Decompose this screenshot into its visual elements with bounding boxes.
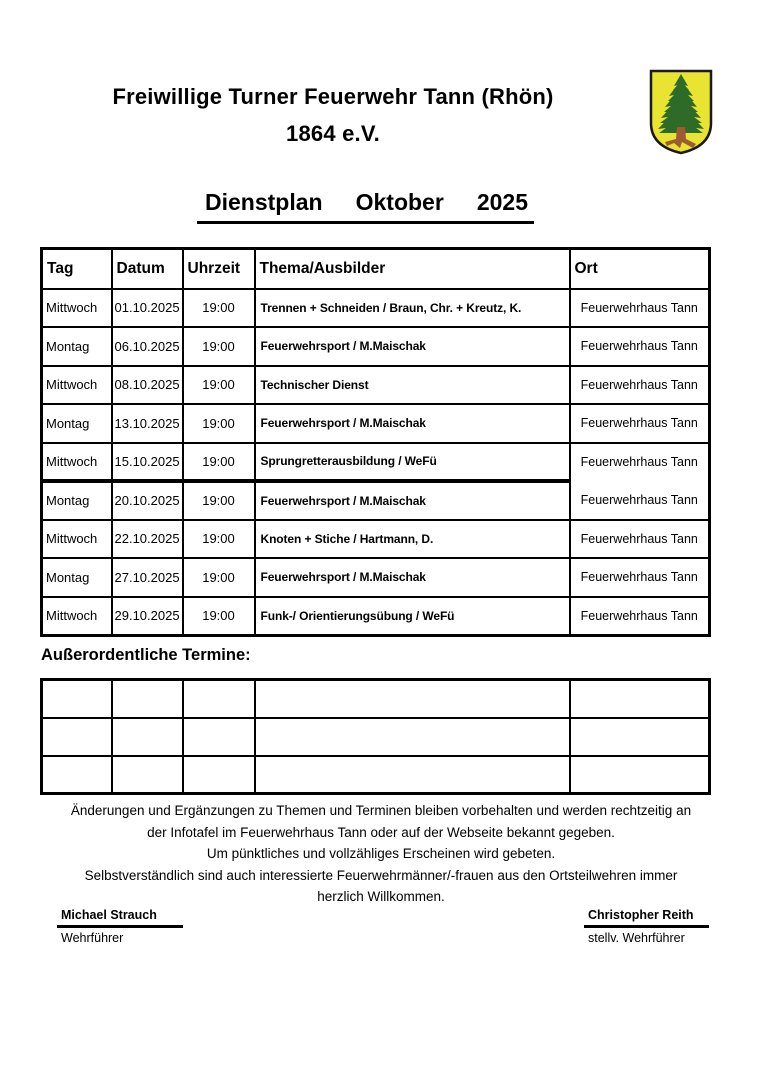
- extra-row: [42, 718, 710, 756]
- schedule-cell-thema: Technischer Dienst: [255, 366, 570, 405]
- extra-cell-datum: [112, 756, 183, 794]
- schedule-cell-tag: Mittwoch: [42, 366, 112, 405]
- schedule-cell-thema: Feuerwehrsport / M.Maischak: [255, 481, 570, 520]
- signature-name-right: Christopher Reith: [584, 908, 709, 928]
- signature-block-left: [57, 908, 183, 945]
- extra-cell-ort: [570, 718, 710, 756]
- header-title-block: [0, 78, 666, 152]
- schedule-cell-tag: Montag: [42, 404, 112, 443]
- schedule-cell-ort: Feuerwehrhaus Tann: [570, 558, 710, 597]
- note-line: Änderungen und Ergänzungen zu Themen und Terminen bleiben vorbehalten und werden rechtzeitig an: [70, 803, 692, 818]
- schedule-cell-uhrzeit: 19:00: [183, 404, 255, 443]
- schedule-cell-tag: Mittwoch: [42, 443, 112, 482]
- signature-block-right: [584, 908, 709, 945]
- org-title-line2: 1864 e.V.: [286, 121, 380, 146]
- footer-notes: [20, 800, 742, 908]
- schedule-cell-datum: 13.10.2025: [112, 404, 183, 443]
- schedule-cell-thema: Feuerwehrsport / M.Maischak: [255, 327, 570, 366]
- document-subtitle: [197, 189, 534, 224]
- schedule-cell-datum: 29.10.2025: [112, 597, 183, 636]
- extra-cell-thema: [255, 680, 570, 718]
- schedule-cell-datum: 06.10.2025: [112, 327, 183, 366]
- schedule-cell-ort: Feuerwehrhaus Tann: [570, 404, 710, 443]
- schedule-cell-tag: Montag: [42, 327, 112, 366]
- extra-row: [42, 680, 710, 718]
- schedule-cell-thema: Funk-/ Orientierungsübung / WeFü: [255, 597, 570, 636]
- schedule-row: [42, 289, 710, 328]
- extra-cell-tag: [42, 718, 112, 756]
- extra-cell-datum: [112, 718, 183, 756]
- schedule-cell-tag: Mittwoch: [42, 289, 112, 328]
- schedule-cell-tag: Mittwoch: [42, 520, 112, 559]
- schedule-cell-thema: Trennen + Schneiden / Braun, Chr. + Kreutz, K.: [255, 289, 570, 328]
- extra-cell-ort: [570, 756, 710, 794]
- extra-cell-uhrzeit: [183, 718, 255, 756]
- note-line: Um pünktliches und vollzähliges Erscheinen wird gebeten.: [206, 846, 556, 861]
- schedule-row: [42, 597, 710, 636]
- schedule-cell-tag: Montag: [42, 481, 112, 520]
- schedule-cell-datum: 22.10.2025: [112, 520, 183, 559]
- schedule-cell-datum: 08.10.2025: [112, 366, 183, 405]
- subtitle-word-month: Oktober: [355, 189, 444, 215]
- schedule-cell-uhrzeit: 19:00: [183, 481, 255, 520]
- schedule-cell-uhrzeit: 19:00: [183, 558, 255, 597]
- schedule-cell-uhrzeit: 19:00: [183, 443, 255, 482]
- fir-tree-crest-icon: [649, 69, 713, 155]
- column-header-ort: Ort: [570, 249, 710, 289]
- schedule-row: [42, 481, 710, 520]
- schedule-cell-thema: Feuerwehrsport / M.Maischak: [255, 558, 570, 597]
- column-header-uhrzeit: Uhrzeit: [183, 249, 255, 289]
- subtitle-word-dienstplan: Dienstplan: [205, 189, 323, 215]
- schedule-cell-uhrzeit: 19:00: [183, 597, 255, 636]
- extra-cell-tag: [42, 756, 112, 794]
- note-line: herzlich Willkommen.: [317, 889, 445, 904]
- schedule-cell-datum: 01.10.2025: [112, 289, 183, 328]
- extra-cell-datum: [112, 680, 183, 718]
- extra-cell-ort: [570, 680, 710, 718]
- schedule-cell-datum: 15.10.2025: [112, 443, 183, 482]
- org-title-line1: Freiwillige Turner Feuerwehr Tann (Rhön): [112, 84, 554, 109]
- schedule-cell-uhrzeit: 19:00: [183, 327, 255, 366]
- extra-cell-tag: [42, 680, 112, 718]
- schedule-cell-thema: Feuerwehrsport / M.Maischak: [255, 404, 570, 443]
- schedule-table: [40, 247, 711, 637]
- schedule-cell-tag: Mittwoch: [42, 597, 112, 636]
- column-header-thema: Thema/Ausbilder: [255, 249, 570, 289]
- column-header-tag: Tag: [42, 249, 112, 289]
- signature-role-right: stellv. Wehrführer: [588, 931, 685, 945]
- schedule-cell-uhrzeit: 19:00: [183, 520, 255, 559]
- extra-table-body: [42, 680, 710, 794]
- schedule-row: [42, 558, 710, 597]
- schedule-cell-ort: Feuerwehrhaus Tann: [570, 597, 710, 636]
- schedule-cell-ort: Feuerwehrhaus Tann: [570, 443, 710, 482]
- signature-role-left: Wehrführer: [61, 931, 124, 945]
- extra-section-heading: Außerordentliche Termine:: [41, 646, 251, 664]
- extra-appointments-table: [40, 678, 711, 795]
- extra-cell-thema: [255, 718, 570, 756]
- schedule-cell-uhrzeit: 19:00: [183, 366, 255, 405]
- schedule-cell-ort: Feuerwehrhaus Tann: [570, 366, 710, 405]
- schedule-table-body: [42, 289, 710, 636]
- schedule-row: [42, 327, 710, 366]
- schedule-cell-tag: Montag: [42, 558, 112, 597]
- note-line: Selbstverständlich sind auch interessierte Feuerwehrmänner/-frauen aus den Ortsteilwehren immer: [84, 867, 678, 883]
- column-header-datum: Datum: [112, 249, 183, 289]
- extra-cell-uhrzeit: [183, 680, 255, 718]
- extra-cell-thema: [255, 756, 570, 794]
- schedule-cell-ort: Feuerwehrhaus Tann: [570, 481, 710, 520]
- schedule-row: [42, 520, 710, 559]
- schedule-row: [42, 443, 710, 482]
- schedule-cell-datum: 20.10.2025: [112, 481, 183, 520]
- schedule-cell-ort: Feuerwehrhaus Tann: [570, 327, 710, 366]
- signature-name-left: Michael Strauch: [57, 908, 183, 928]
- schedule-header-row: [42, 249, 710, 289]
- schedule-cell-thema: Knoten + Stiche / Hartmann, D.: [255, 520, 570, 559]
- schedule-cell-ort: Feuerwehrhaus Tann: [570, 520, 710, 559]
- schedule-row: [42, 366, 710, 405]
- extra-cell-uhrzeit: [183, 756, 255, 794]
- subtitle-word-year: 2025: [476, 189, 528, 215]
- extra-row: [42, 756, 710, 794]
- schedule-cell-thema: Sprungretterausbildung / WeFü: [255, 443, 570, 482]
- schedule-row: [42, 404, 710, 443]
- note-line: der Infotafel im Feuerwehrhaus Tann oder auf der Webseite bekannt gegeben.: [147, 824, 615, 840]
- schedule-cell-uhrzeit: 19:00: [183, 289, 255, 328]
- schedule-cell-ort: Feuerwehrhaus Tann: [570, 289, 710, 328]
- schedule-cell-datum: 27.10.2025: [112, 558, 183, 597]
